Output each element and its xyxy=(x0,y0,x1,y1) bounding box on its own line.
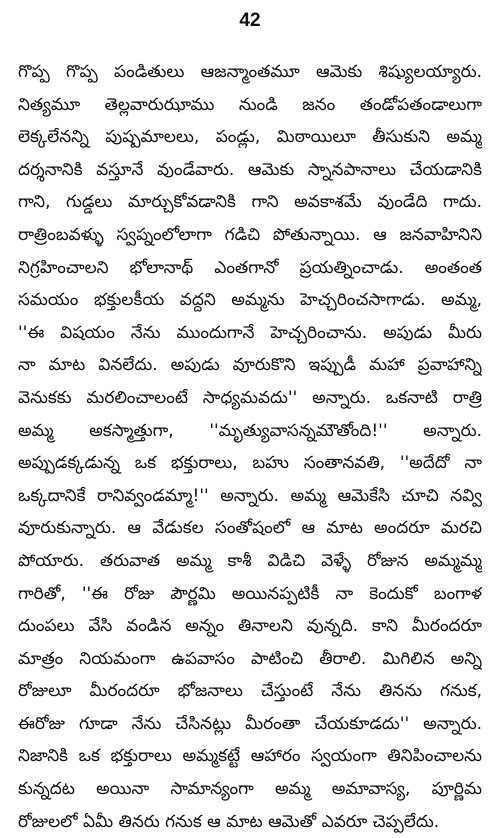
text-line: దర్శనానికి వస్తూనే వుండేవారు. ఆమెకు స్నానపానాలు చేయడానికి xyxy=(18,159,482,180)
body-text xyxy=(18,56,482,838)
text-line: ఒక్కదానికే రానివ్వండమ్మా!'' అన్నారు. అమ్మ ఆమెకేసి చూచి నవ్వి xyxy=(18,485,482,506)
text-line: ఈరోజు గూడా నేను చేసినట్లు మీరంతా చేయకూడదు'' అన్నారు. xyxy=(18,713,482,734)
text-line: లెక్కలేనన్ని పుష్పమాలలు, పండ్లు, మిఠాయిలూ తీసుకుని అమ్మ xyxy=(18,127,482,148)
page-number: 42 xyxy=(239,10,261,31)
text-line: అమ్మ అకస్మాత్తుగా, ''మృత్యువాసన్నమౌతోంది!'' అన్నారు. xyxy=(18,420,482,441)
text-line: వూరుకున్నారు. ఆ వేడుకల సంతోషంలో ఆ మాట అందరూ మరచి xyxy=(18,518,482,539)
text-line: పోయారు. తరువాత అమ్మ కాశీ విడిచి వెళ్ళే రోజున అమ్మమ్మ xyxy=(18,550,482,571)
text-line: వెనుకకు మరలించాలంటే సాధ్యమవదు'' అన్నారు. ఒకనాటి రాత్రి xyxy=(18,387,482,408)
text-line: రోజులూ మీరందరూ భోజనాలు చేస్తుంటే నేను తినను గనుక, xyxy=(18,681,482,702)
text-line: దుంపలు వేసి వండిన అన్నం తినాలని వున్నది. కాని మీరందరూ xyxy=(18,616,482,637)
text-line: నిత్యమూ తెల్లవారుఝాము నుండి జనం తండోపతండాలుగా xyxy=(18,94,482,115)
text-line: నా మాట వినలేదు. అపుడు వూరుకొని ఇప్పుడీ మహా ప్రవాహాన్ని xyxy=(18,355,482,376)
text-line: సమయం భక్తులకీయ వద్దని అమ్మను హెచ్చరించసాగాడు. అమ్మ, xyxy=(18,290,482,311)
text-line: గారితో, ''ఈ రోజు పౌర్ణమి అయినప్పటికీ నా కెందుకో బంగాళ xyxy=(18,583,482,604)
text-line: కున్నదట అయినా సామాన్యంగా అమ్మ అమావాస్య, పూర్ణిమ xyxy=(18,779,482,800)
text-line: రోజులలో ఏమీ తినరు గనుక ఆ మాట ఆమెతో ఎవరూ చెప్పలేదు. xyxy=(18,811,440,832)
text-line: నిజానికి ఒక భక్తురాలు అమ్మకట్టే ఆహారం స్వయంగా తినిపించాలను xyxy=(18,746,482,767)
text-line: రాత్రింబవళ్ళు స్వప్నంలోలాగా గడిచి పోతున్నాయి. ఆ జనవాహినిని xyxy=(18,224,482,245)
text-line: ''ఈ విషయం నేను ముందుగానే హెచ్చరించాను. అపుడు మీరు xyxy=(18,322,482,343)
text-line: మాత్రం నియమంగా ఉపవాసం పాటించి తీరాలి. మిగిలిన అన్ని xyxy=(18,648,482,669)
text-line: నిగ్రహించాలని భోలానాథ్ ఎంతగానో ప్రయత్నించాడు. అంతంత xyxy=(18,257,482,278)
text-line: గాని, గుడ్డలు మార్చుకోవడానికి గాని అవకాశమే వుండేది గాదు. xyxy=(18,192,482,213)
text-line: అప్పుడక్కడున్న ఒక భక్తురాలు, బహు సంతానవతి, ''అదేదో నా xyxy=(18,453,482,474)
text-line: గొప్ప గొప్ప పండితులు ఆజన్మాంతమూ ఆమెకు శిష్యులయ్యారు. xyxy=(18,62,482,82)
